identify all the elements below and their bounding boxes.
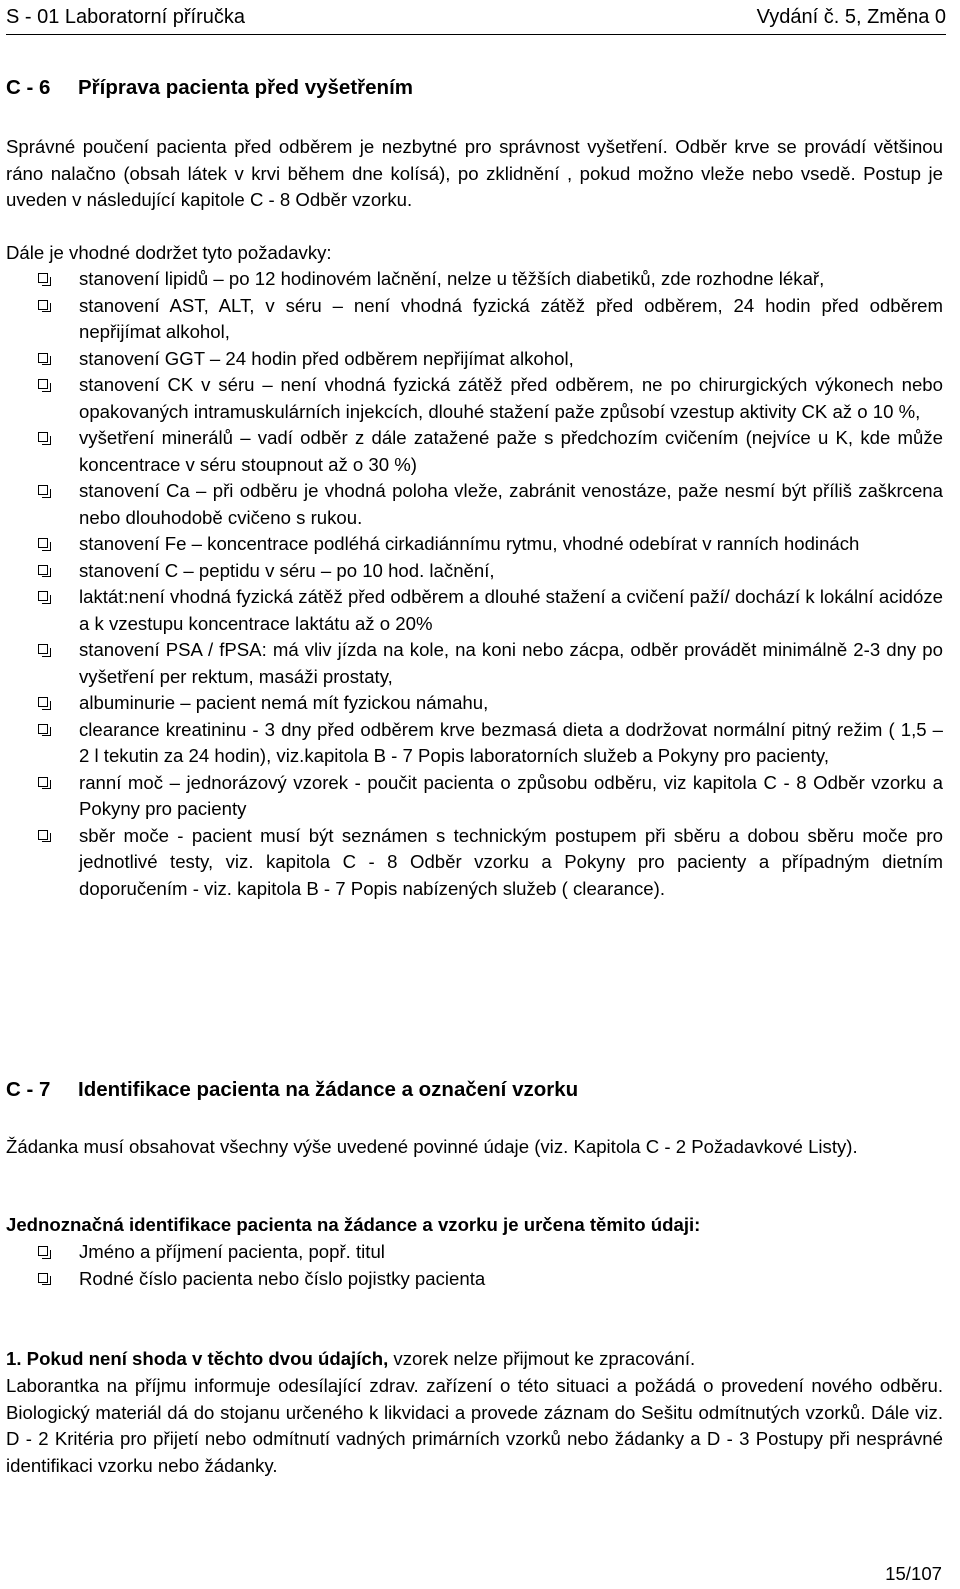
list-item: stanovení GGT – 24 hodin před odběrem nepřijímat alkohol, xyxy=(6,346,943,373)
checkbox-bullet-icon xyxy=(38,353,48,363)
identification-list xyxy=(6,1239,943,1292)
checkbox-bullet-icon xyxy=(38,644,48,654)
checkbox-bullet-icon xyxy=(38,591,48,601)
list-item: stanovení AST, ALT, v séru – není vhodná fyzická zátěž před odběrem, 24 hodin před odběrem nepřijímat alkohol, xyxy=(6,293,943,346)
list-item: albuminurie – pacient nemá mít fyzickou námahu, xyxy=(6,690,943,717)
section-title: Identifikace pacienta na žádance a označení vzorku xyxy=(78,1078,579,1101)
page-header xyxy=(6,2,946,35)
list-item: stanovení PSA / fPSA: má vliv jízda na kole, na koni nebo zácpa, odběr provádět minimálně 2-3 dny po vyšetření per rektum, masáži prostaty, xyxy=(6,637,943,690)
section-number: C - 7 xyxy=(6,1078,51,1101)
requirements-list xyxy=(6,266,943,902)
mismatch-note-bold: 1. Pokud není shoda v těchto dvou údajích, xyxy=(6,1348,389,1369)
checkbox-bullet-icon xyxy=(38,1273,48,1283)
checkbox-bullet-icon xyxy=(38,273,48,283)
checkbox-bullet-icon xyxy=(38,697,48,707)
list-item: Jméno a příjmení pacienta, popř. titul xyxy=(6,1239,943,1266)
checkbox-bullet-icon xyxy=(38,379,48,389)
checkbox-bullet-icon xyxy=(38,538,48,548)
list-item: laktát:není vhodná fyzická zátěž před odběrem a dlouhé stažení a cvičení paží/ dochází k lokální acidóze a k vzestupu koncentrace laktátu až o 20% xyxy=(6,584,943,637)
section-number: C - 6 xyxy=(6,76,51,99)
list-item: stanovení Fe – koncentrace podléhá cirkadiánnímu rytmu, vhodné odebírat v ranních hodinách xyxy=(6,531,943,558)
checkbox-bullet-icon xyxy=(38,777,48,787)
section-heading-c6 xyxy=(6,76,413,100)
identification-lead: Jednoznačná identifikace pacienta na žádance a vzorku je určena těmito údaji: xyxy=(6,1214,701,1235)
mismatch-procedure: Laborantka na příjmu informuje odesílající zdrav. zařízení o této situaci a požádá o provedení nového odběru. Biologický materiál dá do stojanu určeného k likvidaci a provede záznam do Sešitu odmítnutých vzorků. Dále viz. D - 2 Kritéria pro přijetí nebo odmítnutí vadných primárních vzorků nebo žádanky a D - 3 Postupy při nesprávné identifikaci vzorku nebo žádanky. xyxy=(6,1375,943,1476)
checkbox-bullet-icon xyxy=(38,300,48,310)
list-item: stanovení lipidů – po 12 hodinovém lačnění, nelze u těžších diabetiků, zde rozhodne lékař, xyxy=(6,266,943,293)
checkbox-bullet-icon xyxy=(38,830,48,840)
edition-info: Vydání č. 5, Změna 0 xyxy=(756,6,946,28)
list-item: stanovení C – peptidu v séru – po 10 hod. lačnění, xyxy=(6,558,943,585)
list-item: vyšetření minerálů – vadí odběr z dále zatažené paže s předchozím cvičením (nejvíce u K, kde může koncentrace v séru stoupnout až o 30 %) xyxy=(6,425,943,478)
list-item: stanovení CK v séru – není vhodná fyzická zátěž před odběrem, ne po chirurgických výkonech nebo opakovaných intramuskulárních injekcích, dlouhé stažení paže způsobí vzestup aktivity CK až o 10 %, xyxy=(6,372,943,425)
checkbox-bullet-icon xyxy=(38,724,48,734)
checkbox-bullet-icon xyxy=(38,432,48,442)
document-title: S - 01 Laboratorní příručka xyxy=(6,6,246,28)
list-item: clearance kreatininu - 3 dny před odběrem krve bezmasá dieta a dodržovat normální pitný režim ( 1,5 – 2 l tekutin za 24 hodin), viz.kapitola B - 7 Popis laboratorních služeb a Pokyny pro pacienty, xyxy=(6,717,943,770)
mismatch-note xyxy=(6,1346,943,1373)
section-heading-c7 xyxy=(6,1078,578,1102)
page-number: 15/107 xyxy=(885,1563,942,1584)
checkbox-bullet-icon xyxy=(38,485,48,495)
checkbox-bullet-icon xyxy=(38,565,48,575)
section-c6-lead: Dále je vhodné dodržet tyto požadavky: xyxy=(6,242,332,263)
list-item: Rodné číslo pacienta nebo číslo pojistky pacienta xyxy=(6,1266,943,1293)
list-item: stanovení Ca – při odběru je vhodná poloha vleže, zabránit venostáze, paže nesmí být příliš zaškrcena nebo dlouhodobě cvičeno s rukou. xyxy=(6,478,943,531)
section-c7-intro: Žádanka musí obsahovat všechny výše uvedené povinné údaje (viz. Kapitola C - 2 Požadavkové Listy). xyxy=(6,1136,858,1157)
list-item: ranní moč – jednorázový vzorek - poučit pacienta o způsobu odběru, viz kapitola C - 8 Odběr vzorku a Pokyny pro pacienty xyxy=(6,770,943,823)
section-title: Příprava pacienta před vyšetřením xyxy=(78,76,413,99)
list-item: sběr moče - pacient musí být seznámen s technickým postupem při sběru a dobou sběru moče pro jednotlivé testy, viz. kapitola C - 8 Odběr vzorku a Pokyny pro pacienty a případným dietním doporučením - viz. kapitola B - 7 Popis nabízených služeb ( clearance). xyxy=(6,823,943,903)
section-c6-intro: Správné poučení pacienta před odběrem je nezbytné pro správnost vyšetření. Odběr krve se provádí většinou ráno nalačno (obsah látek v krvi během dne kolísá), po zklidnění , pokud možno vleže nebo vsedě. Postup je uveden v následující kapitole C - 8 Odběr vzorku. xyxy=(6,136,943,210)
checkbox-bullet-icon xyxy=(38,1246,48,1256)
mismatch-note-rest: vzorek nelze přijmout ke zpracování. xyxy=(388,1348,696,1369)
